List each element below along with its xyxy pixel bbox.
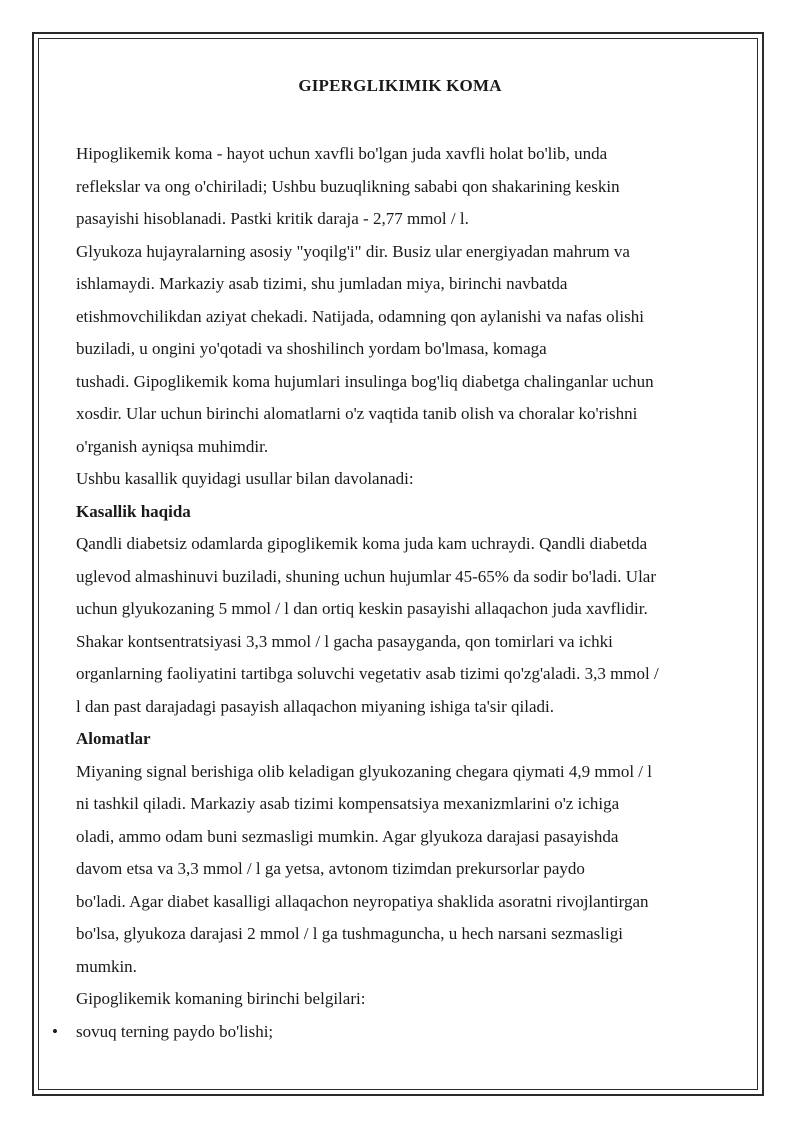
document-body (52, 138, 736, 1048)
text-line: Ushbu kasallik quyidagi usullar bilan davolanadi: (76, 469, 414, 488)
text-line: ni tashkil qiladi. Markaziy asab tizimi kompensatsiya mexanizmlarini o'z ichiga (76, 794, 620, 813)
text-line: etishmovchilikdan aziyat chekadi. Natijada, odamning qon aylanishi va nafas olishi (76, 306, 644, 326)
text-line: uchun glyukozaning 5 mmol / l dan ortiq keskin pasayishi allaqachon juda xavflidir. (76, 599, 648, 618)
text-line: davom etsa va 3,3 mmol / l ga yetsa, avtonom tizimdan prekursorlar paydo (76, 859, 585, 878)
bullet-text: sovuq terning paydo bo'lishi; (76, 1021, 274, 1041)
text-line: uglevod almashinuvi buziladi, shuning uchun hujumlar 45-65% da sodir bo'ladi. Ular (76, 566, 657, 586)
text-line: Glyukoza hujayralarning asosiy "yoqilg'i" dir. Busiz ular energiyadan mahrum va (76, 241, 630, 261)
text-line: Qandli diabetsiz odamlarda gipoglikemik koma juda kam uchraydi. Qandli diabetda (76, 534, 648, 553)
text-line: bo'lsa, glyukoza darajasi 2 mmol / l ga tushmaguncha, u hech narsani sezmasligi (76, 924, 623, 943)
text-line: xosdir. Ular uchun birinchi alomatlarni o'z vaqtida tanib olish va choralar ko'rishni (76, 404, 638, 423)
text-line: oladi, ammo odam buni sezmasligi mumkin. Agar glyukoza darajasi pasayishda (76, 826, 619, 846)
text-line: tushadi. Gipoglikemik koma hujumlari insulinga bog'liq diabetga chalinganlar uchun (76, 371, 654, 391)
text-line: l dan past darajadagi pasayish allaqachon miyaning ishiga ta'sir qiladi. (76, 696, 554, 716)
text-line: Hipoglikemik koma - hayot uchun xavfli bo'lgan juda xavfli holat bo'lib, unda (76, 144, 608, 163)
section-heading-alomatlar: Alomatlar (76, 729, 151, 748)
bullet-marker: • (52, 1021, 58, 1041)
text-line: Gipoglikemik komaning birinchi belgilari: (76, 989, 366, 1008)
text-line: Shakar kontsentratsiyasi 3,3 mmol / l gacha pasayganda, qon tomirlari va ichki (76, 631, 613, 651)
section-heading-kasallik-haqida: Kasallik haqida (76, 501, 191, 521)
text-line: buziladi, u ongini yo'qotadi va shoshilinch yordam bo'lmasa, komaga (76, 339, 547, 358)
text-line: organlarning faoliyatini tartibga soluvchi vegetativ asab tizimi qo'zg'aladi. 3,3 mmol / (76, 664, 659, 683)
text-line: bo'ladi. Agar diabet kasalligi allaqachon neyropatiya shaklida asoratni rivojlantirgan (76, 891, 649, 911)
text-line: ishlamaydi. Markaziy asab tizimi, shu jumladan miya, birinchi navbatda (76, 274, 568, 293)
text-line: Miyaning signal berishiga olib keladigan glyukozaning chegara qiymati 4,9 mmol / l (76, 761, 652, 781)
text-line: o'rganish ayniqsa muhimdir. (76, 436, 269, 456)
text-line: pasayishi hisoblanadi. Pastki kritik daraja - 2,77 mmol / l. (76, 209, 469, 228)
text-line: reflekslar va ong o'chiriladi; Ushbu buzuqlikning sababi qon shakarining keskin (76, 176, 620, 196)
bullet-list-item (52, 1016, 736, 1049)
page-title: GIPERGLIKIMIK KOMA (298, 76, 502, 95)
text-line: mumkin. (76, 956, 137, 976)
